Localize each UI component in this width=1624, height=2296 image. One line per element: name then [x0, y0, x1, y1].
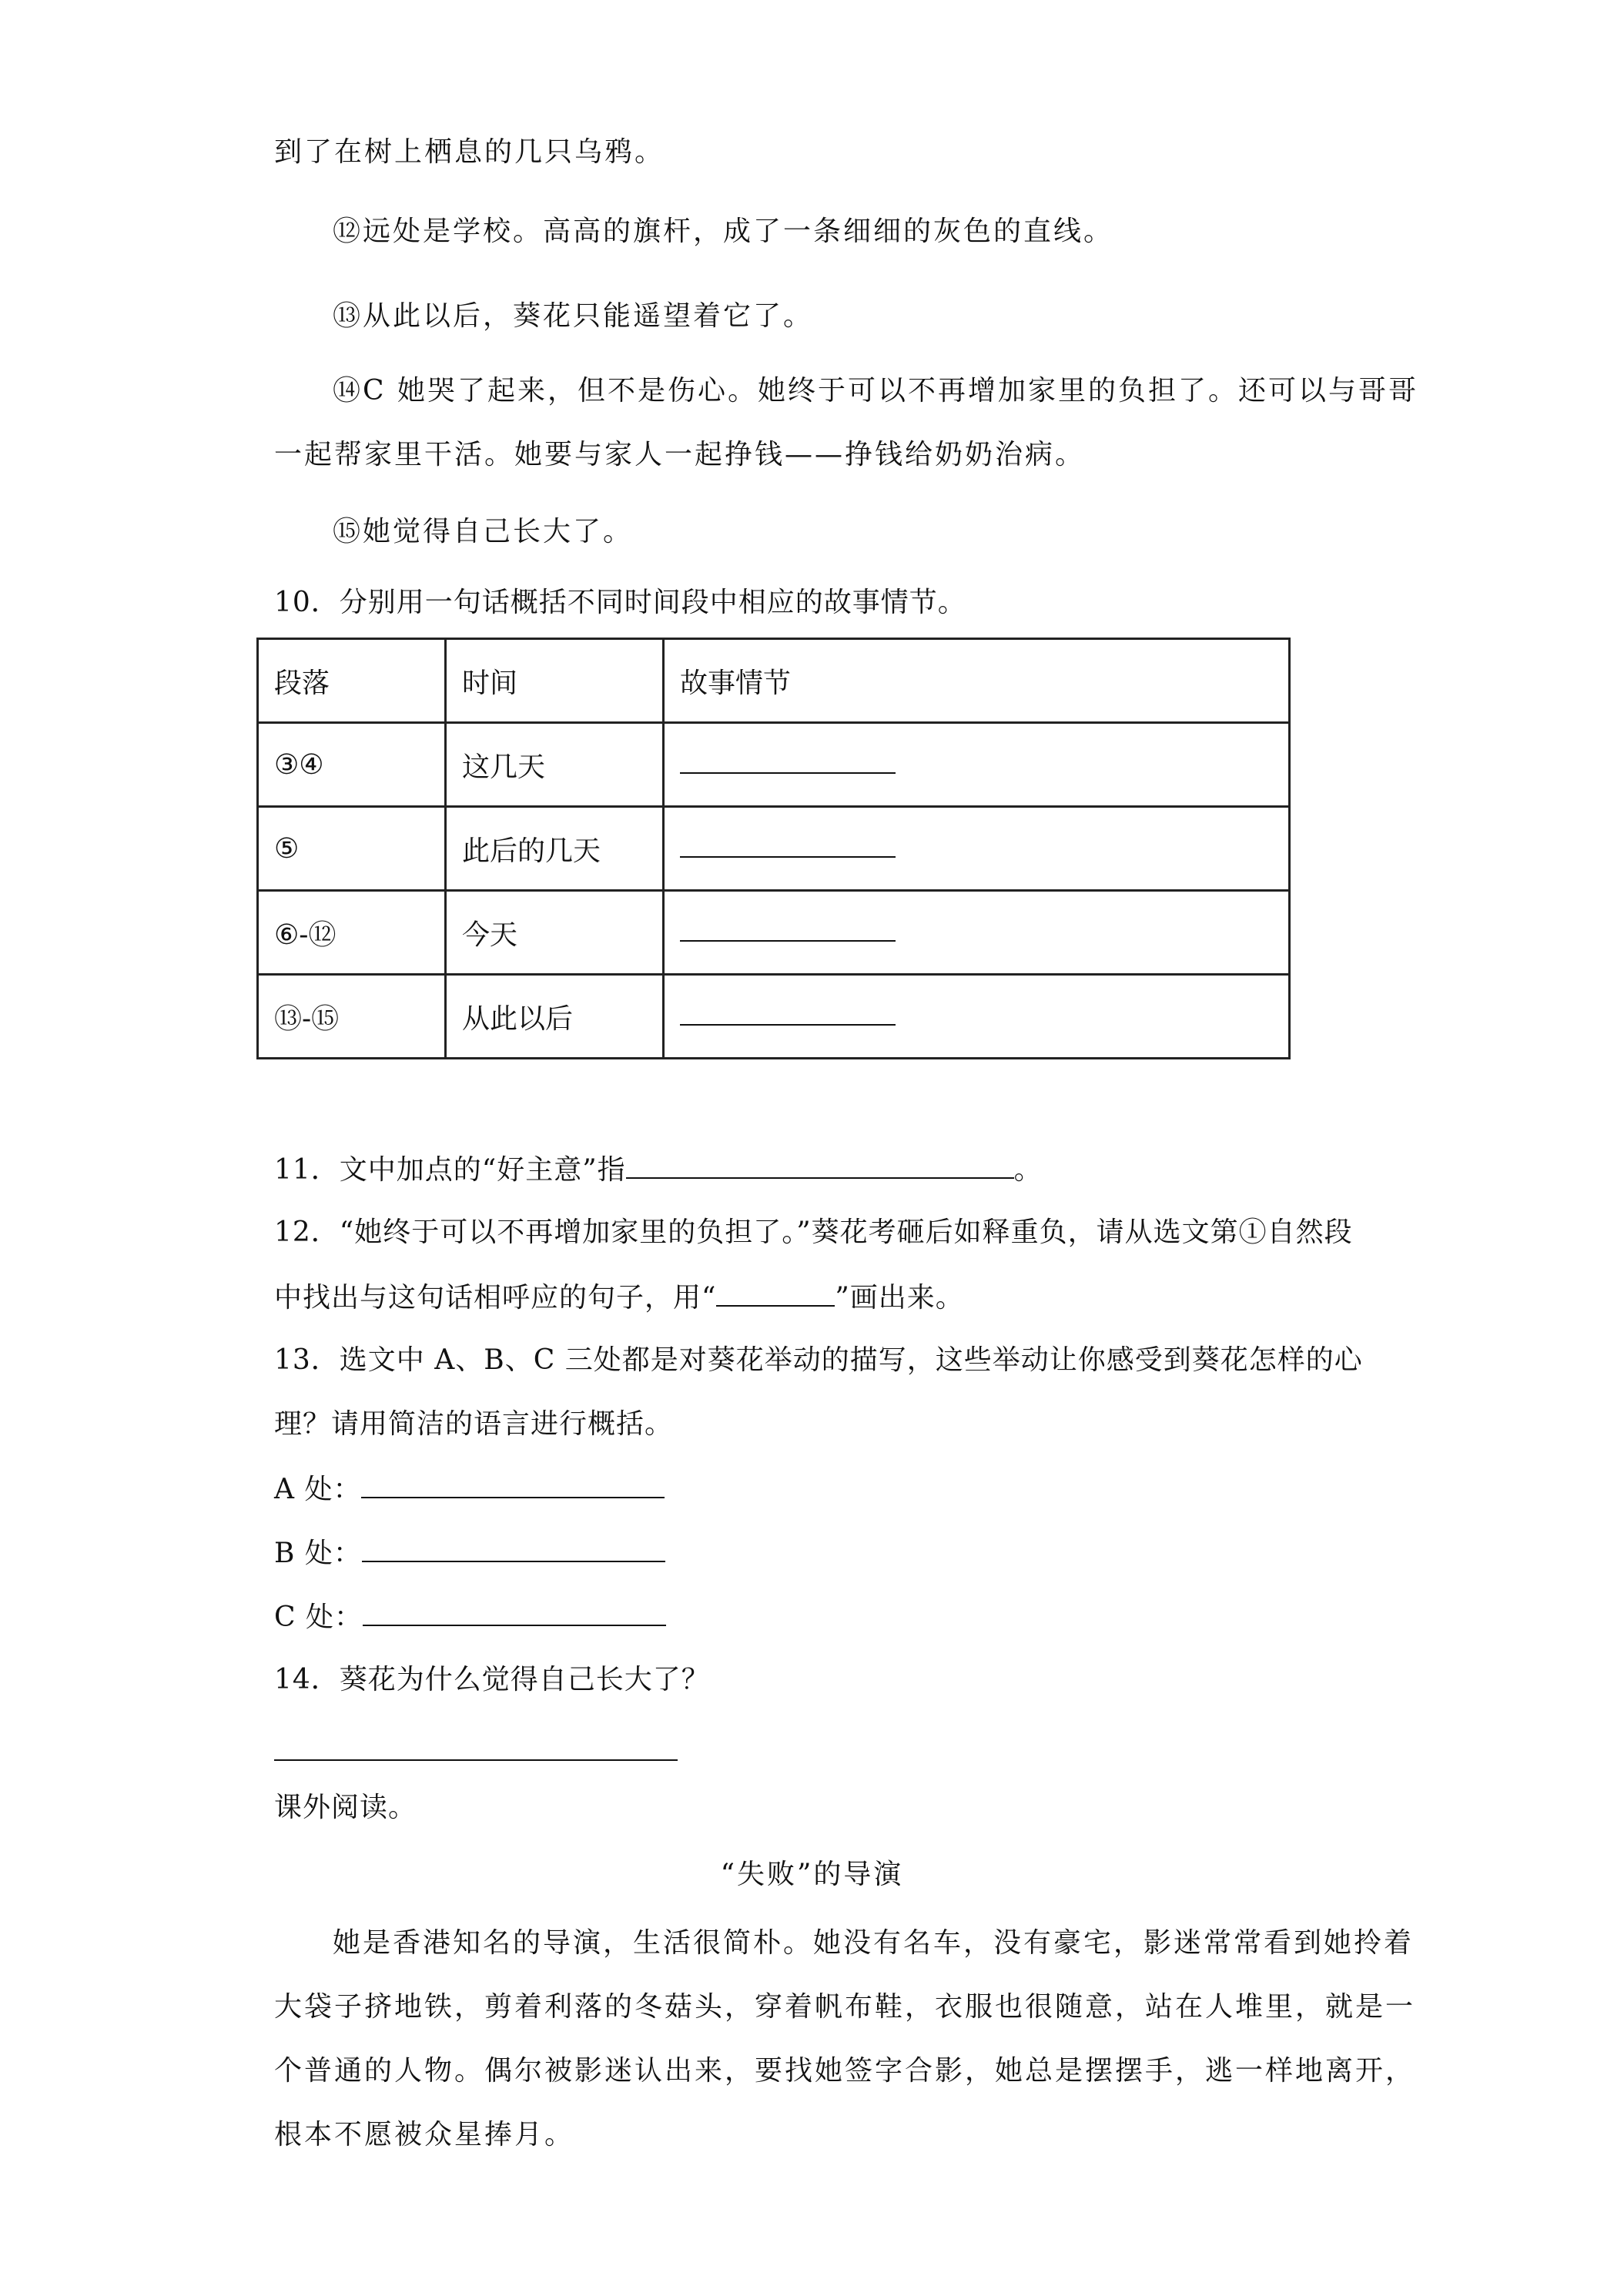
answer-blank[interactable] [680, 1001, 896, 1026]
question-14: 14．葵花为什么觉得自己长大了？ [274, 1664, 710, 1695]
paragraph-text: 远处是学校。高高的旗杆，成了一条细细的灰色的直线。 [363, 216, 1114, 247]
table-row [258, 807, 1290, 891]
question-13-line2: 理？请用简洁的语言进行概括。 [274, 1408, 674, 1440]
question-10: 10．分别用一句话概括不同时间段中相应的故事情节。 [274, 587, 966, 618]
question-13-c [274, 1598, 666, 1635]
plot-answer-cell [664, 723, 1290, 807]
section-heading: 课外阅读。 [274, 1792, 417, 1823]
paragraph-text: 从此以后，葵花只能遥望着它了。 [363, 300, 814, 332]
passage-line: 到了在树上栖息的几只乌鸦。 [274, 136, 665, 168]
article-paragraph-line: 根本不愿被众星捧月。 [274, 2119, 575, 2150]
answer-label: A 处： [274, 1474, 362, 1505]
row-time: 从此以后 [446, 975, 664, 1059]
row-time: 此后的几天 [446, 807, 664, 891]
answer-blank[interactable] [626, 1151, 1014, 1179]
header-paragraph: 段落 [258, 639, 446, 723]
table-row [258, 723, 1290, 807]
question-12-line2 [274, 1279, 964, 1316]
underline-sample [716, 1279, 835, 1307]
answer-line[interactable] [274, 1759, 678, 1761]
answer-label: B 处： [274, 1538, 362, 1569]
question-13-line1: 13．选文中 A、B、C 三处都是对葵花举动的描写，这些举动让你感受到葵花怎样的心 [274, 1344, 1363, 1376]
answer-blank[interactable] [361, 1471, 665, 1498]
article-paragraph-line: 个普通的人物。偶尔被影迷认出来，要找她签字合影，她总是摆摆手，逃一样地离开， [274, 2055, 1416, 2087]
paragraph-14-line2: 一起帮家里干活。她要与家人一起挣钱——挣钱给奶奶治病。 [274, 439, 1086, 470]
question-suffix: 。 [1013, 1154, 1043, 1186]
answer-blank[interactable] [363, 1598, 666, 1626]
header-plot: 故事情节 [664, 639, 1290, 723]
question-12-line1: 12．“她终于可以不再增加家里的负担了。”葵花考砸后如释重负，请从选文第①自然段 [274, 1217, 1353, 1248]
plot-table [256, 638, 1291, 1059]
answer-blank[interactable] [362, 1535, 665, 1562]
article-paragraph-line: 她是香港知名的导演，生活很简朴。她没有名车，没有豪宅，影迷常常看到她拎着 [333, 1927, 1415, 1959]
answer-blank[interactable] [680, 917, 896, 942]
table-row [258, 891, 1290, 975]
article-paragraph-line: 大袋子挤地铁，剪着利落的冬菇头，穿着帆布鞋，衣服也很随意，站在人堆里，就是一 [274, 1991, 1416, 2023]
answer-label: C 处： [274, 1602, 363, 1633]
table-row [258, 975, 1290, 1059]
question-text: 11．文中加点的“好主意”指 [274, 1154, 626, 1186]
table-header-row [258, 639, 1290, 723]
question-text: 中找出与这句话相呼应的句子，用“ [274, 1282, 717, 1314]
row-time: 这几天 [446, 723, 664, 807]
row-paragraph: ③④ [258, 723, 446, 807]
paragraph-13 [333, 299, 813, 334]
answer-blank[interactable] [680, 833, 896, 858]
row-paragraph: ⑥-⑫ [258, 891, 446, 975]
question-13-a [274, 1471, 665, 1508]
paragraph-text: 她觉得自己长大了。 [363, 516, 634, 547]
question-suffix: ”画出来。 [835, 1282, 964, 1314]
paragraph-15 [333, 514, 633, 550]
plot-answer-cell [664, 807, 1290, 891]
question-13-b [274, 1535, 665, 1571]
paragraph-number: ⑬ [333, 300, 363, 332]
paragraph-number: ⑫ [333, 216, 363, 247]
paragraph-number: ⑮ [333, 516, 363, 547]
paragraph-12 [333, 214, 1113, 249]
paragraph-14-line1: ⑭C 她哭了起来，但不是伤心。她终于可以不再增加家里的负担了。还可以与哥哥 [333, 375, 1418, 407]
plot-answer-cell [664, 975, 1290, 1059]
row-time: 今天 [446, 891, 664, 975]
plot-answer-cell [664, 891, 1290, 975]
article-title: “失败”的导演 [720, 1859, 904, 1890]
row-paragraph: ⑤ [258, 807, 446, 891]
question-11 [274, 1151, 1043, 1188]
header-time: 时间 [446, 639, 664, 723]
row-paragraph: ⑬-⑮ [258, 975, 446, 1059]
answer-blank[interactable] [680, 749, 896, 774]
